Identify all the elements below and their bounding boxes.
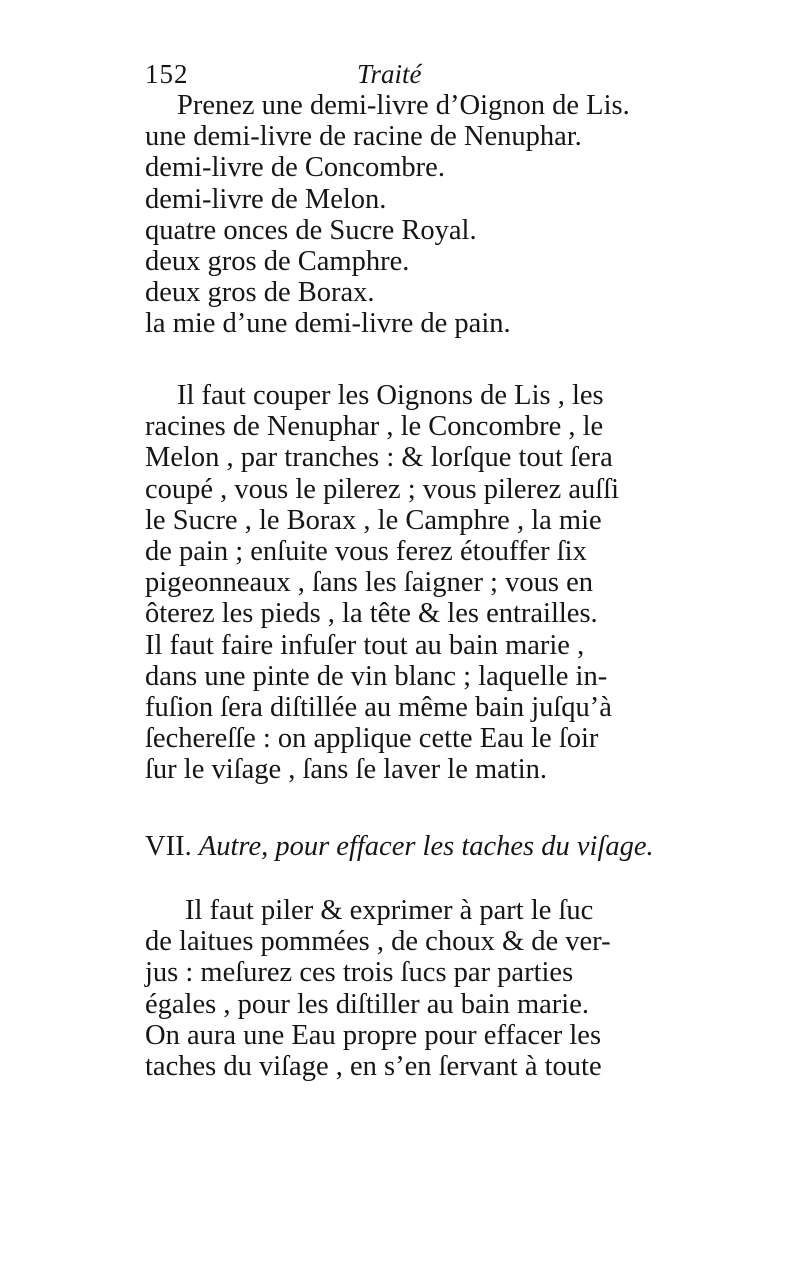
text-line: ôterez les pieds , la tête & les entrailles. — [145, 598, 598, 630]
text-line: ſur le viſage , ſans ſe laver le matin. — [145, 754, 548, 786]
paragraph-second-recipe — [145, 895, 665, 1082]
text-line: jus : meſurez ces trois ſucs par parties — [145, 957, 574, 989]
paragraph-instructions — [145, 380, 665, 786]
page-number: 152 — [145, 59, 189, 89]
text-line: Melon , par tranches : & lorſque tout ſera — [145, 442, 613, 474]
section-title: Autre, pour effacer les taches du viſage. — [198, 831, 654, 862]
text-line: le Sucre , le Borax , le Camphre , la mie — [145, 504, 602, 536]
ingredient-line: quatre onces de Sucre Royal. — [145, 214, 477, 246]
ingredient-line: la mie d’une demi-livre de pain. — [145, 308, 511, 340]
text-line: fuſion ſera diſtillée au même bain juſqu’à — [145, 692, 612, 724]
ingredient-line: demi-livre de Concombre. — [145, 152, 445, 184]
ingredient-line: Prenez une demi-livre d’Oignon de Lis. — [177, 90, 630, 121]
text-line: dans une pinte de vin blanc ; laquelle in- — [145, 660, 608, 692]
running-title: Traité — [357, 59, 422, 89]
page-header — [145, 56, 665, 92]
ingredient-line: deux gros de Borax. — [145, 277, 375, 309]
text-line: On aura une Eau propre pour effacer les — [145, 1019, 602, 1051]
ingredient-line: demi-livre de Melon. — [145, 183, 387, 215]
ingredient-line: une demi-livre de racine de Nenuphar. — [145, 121, 582, 153]
section-number: VII. — [145, 831, 192, 862]
text-line: pigeonneaux , ſans les ſaigner ; vous en — [145, 567, 593, 599]
text-line: égales , pour les diſtiller au bain marie. — [145, 988, 589, 1020]
text-line: coupé , vous le pilerez ; vous pilerez auſſi — [145, 473, 620, 505]
text-line: racines de Nenuphar , le Concombre , le — [145, 411, 604, 443]
text-line: de pain ; enſuite vous ferez étouffer ſix — [145, 536, 587, 568]
text-line: taches du viſage , en s’en ſervant à toute — [145, 1051, 602, 1083]
text-line: Il faut faire infuſer tout au bain marie , — [145, 629, 585, 661]
ingredient-line: deux gros de Camphre. — [145, 246, 410, 278]
text-line: de laitues pommées , de choux & de ver- — [145, 926, 611, 958]
text-line: ſechereſſe : on applique cette Eau le ſoir — [145, 723, 599, 755]
section-heading — [145, 831, 665, 863]
text-line: Il faut piler & exprimer à part le ſuc — [185, 895, 594, 926]
text-line: Il faut couper les Oignons de Lis , les — [177, 380, 604, 411]
ingredient-list — [145, 90, 665, 340]
